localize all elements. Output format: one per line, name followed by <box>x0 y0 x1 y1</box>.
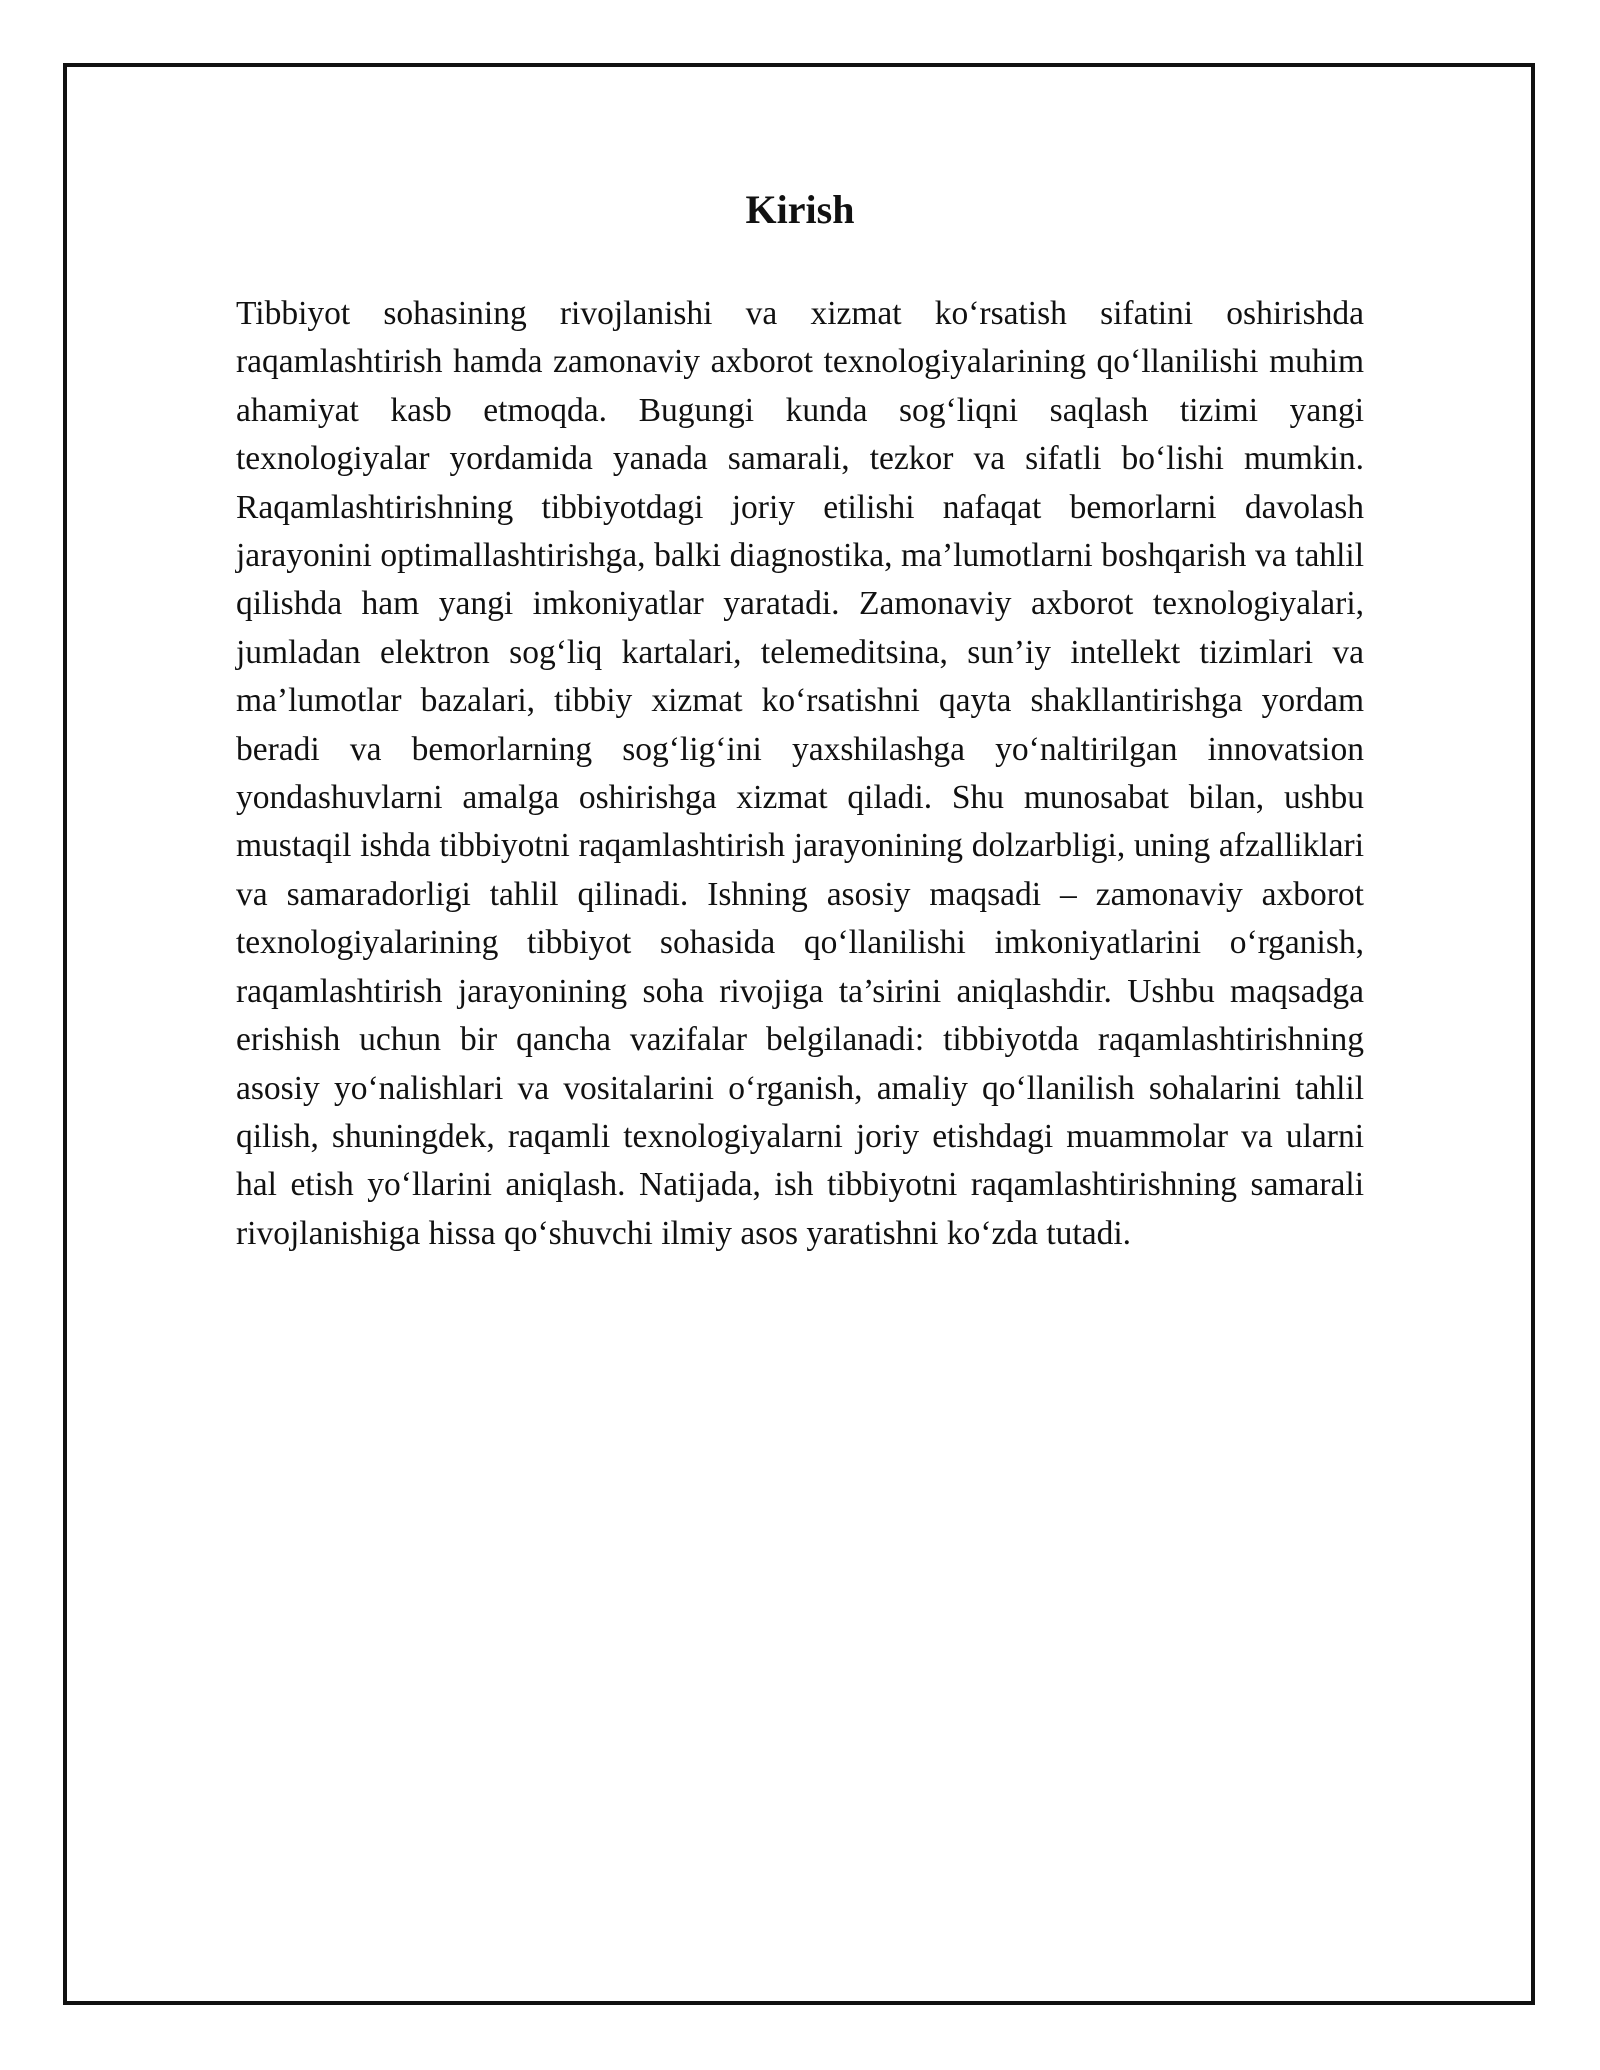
page-title: Kirish <box>745 187 855 232</box>
body-paragraph: Tibbiyot sohasining rivojlanishi va xizmat ko‘rsatish sifatini oshirishda raqamlashtirish hamda zamonaviy axborot texnologiyalarining qo‘llanilishi muhim ahamiyat kasb etmoqda. Bugungi kunda sog‘liqni saqlash tizimi yangi texnologiyalar yordamida yanada samarali, tezkor va sifatli bo‘lishi mumkin. Raqamlashtirishning tibbiyotdagi joriy etilishi nafaqat bemorlarni davolash jarayonini optimallashtirishga, balki diagnostika, ma’lumotlarni boshqarish va tahlil qilishda ham yangi imkoniyatlar yaratadi. Zamonaviy axborot texnologiyalari, jumladan elektron sog‘liq kartalari, telemeditsina, sun’iy intellekt tizimlari va ma’lumotlar bazalari, tibbiy xizmat ko‘rsatishni qayta shakllantirishga yordam beradi va bemorlarning sog‘lig‘ini yaxshilashga yo‘naltirilgan innovatsion yondashuvlarni amalga oshirishga xizmat qiladi. Shu munosabat bilan, ushbu mustaqil ishda tibbiyotni raqamlashtirish jarayonining dolzarbligi, uning afzalliklari va samaradorligi tahlil qilinadi. Ishning asosiy maqsadi – zamonaviy axborot texnologiyalarining tibbiyot sohasida qo‘llanilishi imkoniyatlarini o‘rganish, raqamlashtirish jarayonining soha rivojiga ta’sirini aniqlashdir. Ushbu maqsadga erishish uchun bir qancha vazifalar belgilanadi: tibbiyotda raqamlashtirishning asosiy yo‘nalishlari va vositalarini o‘rganish, amaliy qo‘llanilish sohalarini tahlil qilish, shuningdek, raqamli texnologiyalarni joriy etishdagi muammolar va ularni hal etish yo‘llarini aniqlash. Natijada, ish tibbiyotni raqamlashtirishning samarali rivojlanishiga hissa qo‘shuvchi ilmiy asos yaratishni ko‘zda tutadi. <box>236 295 1364 1252</box>
